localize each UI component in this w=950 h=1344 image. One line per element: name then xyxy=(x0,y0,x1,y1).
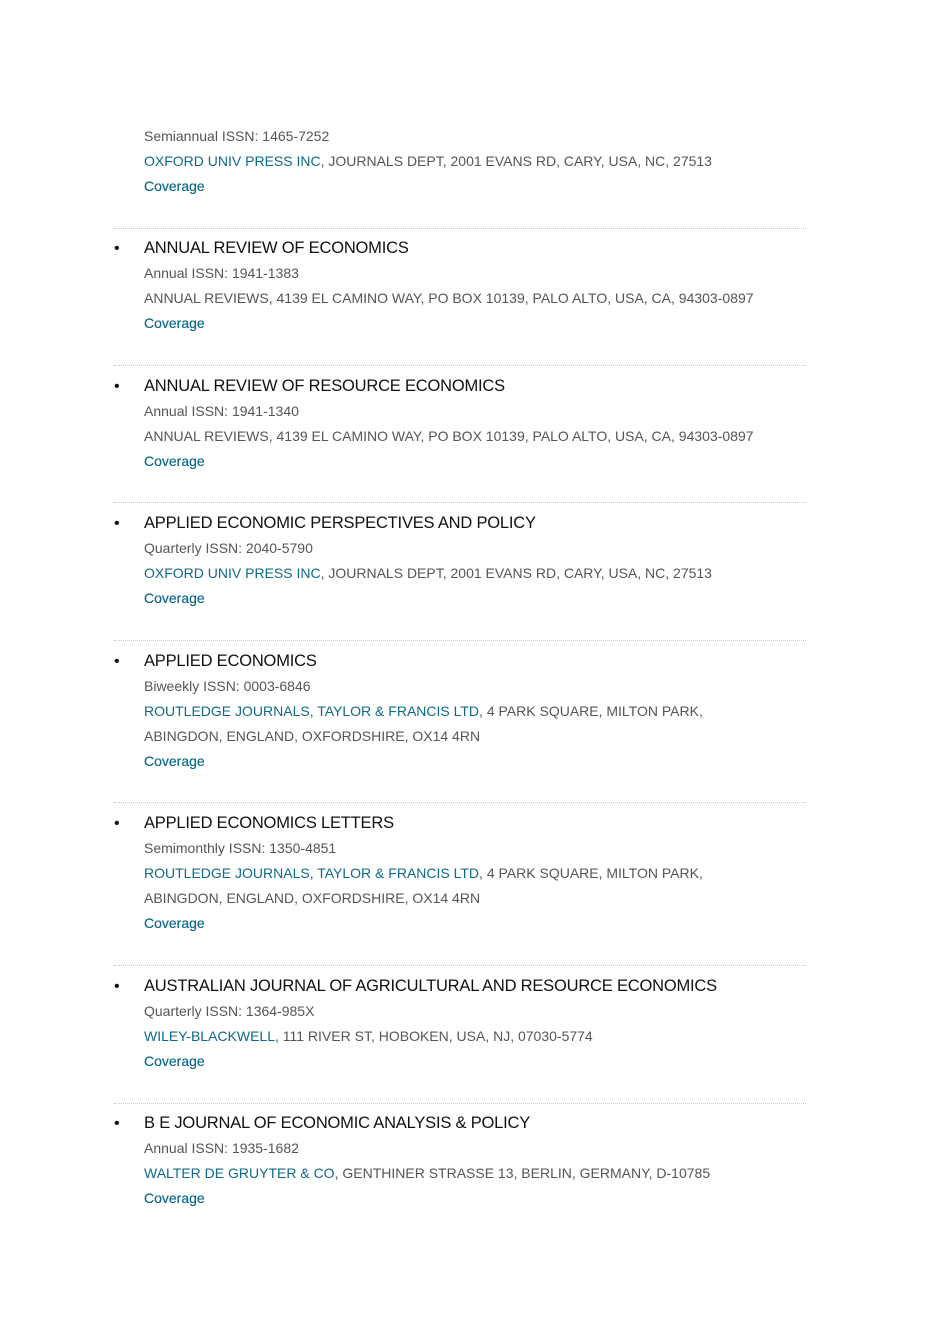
journal-entry-content xyxy=(144,811,806,936)
address-text: , 4 PARK SQUARE, MILTON PARK, xyxy=(479,703,703,719)
address-text: , JOURNALS DEPT, 2001 EVANS RD, CARY, USA, NC, 27513 xyxy=(320,153,712,169)
coverage-link[interactable]: Coverage xyxy=(144,753,205,769)
publisher-separator: , xyxy=(309,703,318,719)
coverage-link[interactable]: Coverage xyxy=(144,178,205,194)
journal-title: B E JOURNAL OF ECONOMIC ANALYSIS & POLICY xyxy=(144,1114,531,1132)
coverage-link[interactable]: Coverage xyxy=(144,453,205,469)
address-text: , 111 RIVER ST, HOBOKEN, USA, NJ, 07030-5774 xyxy=(274,1028,593,1044)
bullet-icon: • xyxy=(114,978,120,995)
coverage-link[interactable]: Coverage xyxy=(144,590,205,606)
publisher-address xyxy=(144,1161,806,1186)
journal-entry-content xyxy=(144,1111,806,1211)
bullet-icon: • xyxy=(114,1115,120,1132)
journal-title: ANNUAL REVIEW OF ECONOMICS xyxy=(144,239,409,257)
entry-divider xyxy=(114,965,806,966)
bullet-icon: • xyxy=(114,653,120,670)
publisher-address xyxy=(144,1024,806,1049)
address-continued: ABINGDON, ENGLAND, OXFORDSHIRE, OX14 4RN xyxy=(144,728,481,744)
address-text: , 4 PARK SQUARE, MILTON PARK, xyxy=(479,865,703,881)
frequency-issn: Quarterly ISSN: 2040-5790 xyxy=(144,540,313,556)
frequency-issn: Annual ISSN: 1941-1340 xyxy=(144,403,299,419)
publisher-address xyxy=(144,861,806,886)
address-continued: ABINGDON, ENGLAND, OXFORDSHIRE, OX14 4RN xyxy=(144,890,481,906)
frequency-issn: Annual ISSN: 1941-1383 xyxy=(144,265,299,281)
entry-divider xyxy=(114,228,806,229)
publisher-link[interactable]: OXFORD UNIV PRESS INC xyxy=(144,565,321,581)
entry-divider xyxy=(114,640,806,641)
publisher-link[interactable]: TAYLOR & FRANCIS LTD xyxy=(317,865,480,881)
journal-title: APPLIED ECONOMIC PERSPECTIVES AND POLICY xyxy=(144,514,536,532)
publisher-link[interactable]: WALTER DE GRUYTER & CO xyxy=(144,1165,335,1181)
publisher-link[interactable]: WILEY-BLACKWELL xyxy=(144,1028,275,1044)
coverage-link[interactable]: Coverage xyxy=(144,1190,205,1206)
journal-title: ANNUAL REVIEW OF RESOURCE ECONOMICS xyxy=(144,377,505,395)
journal-entry-content xyxy=(144,974,806,1074)
publisher-address: ANNUAL REVIEWS, 4139 EL CAMINO WAY, PO BOX 10139, PALO ALTO, USA, CA, 94303-0897 xyxy=(144,428,754,444)
entry-divider xyxy=(114,365,806,366)
publisher-address xyxy=(144,699,806,724)
frequency-issn: Quarterly ISSN: 1364-985X xyxy=(144,1003,315,1019)
bullet-icon: • xyxy=(114,378,120,395)
address-text: , JOURNALS DEPT, 2001 EVANS RD, CARY, USA, NC, 27513 xyxy=(320,565,712,581)
publisher-address: ANNUAL REVIEWS, 4139 EL CAMINO WAY, PO BOX 10139, PALO ALTO, USA, CA, 94303-0897 xyxy=(144,290,754,306)
journal-title: AUSTRALIAN JOURNAL OF AGRICULTURAL AND RESOURCE ECONOMICS xyxy=(144,977,717,995)
publisher-link[interactable]: ROUTLEDGE JOURNALS xyxy=(144,703,310,719)
entry-divider xyxy=(114,502,806,503)
publisher-address xyxy=(144,561,806,586)
journal-entry-content xyxy=(144,511,806,611)
publisher-link[interactable]: ROUTLEDGE JOURNALS xyxy=(144,865,310,881)
journal-entry-content xyxy=(144,649,806,774)
publisher-address xyxy=(144,149,806,174)
frequency-issn: Biweekly ISSN: 0003-6846 xyxy=(144,678,311,694)
bullet-icon: • xyxy=(114,515,120,532)
entry-divider xyxy=(114,802,806,803)
journal-entry-content xyxy=(144,374,806,474)
frequency-issn: Semimonthly ISSN: 1350-4851 xyxy=(144,840,337,856)
coverage-link[interactable]: Coverage xyxy=(144,315,205,331)
coverage-link[interactable]: Coverage xyxy=(144,1053,205,1069)
bullet-icon: • xyxy=(114,815,120,832)
journal-entry-content xyxy=(144,124,806,199)
publisher-separator: , xyxy=(309,865,318,881)
frequency-issn: Semiannual ISSN: 1465-7252 xyxy=(144,128,330,144)
publisher-link[interactable]: OXFORD UNIV PRESS INC xyxy=(144,153,321,169)
journal-title: APPLIED ECONOMICS LETTERS xyxy=(144,814,394,832)
frequency-issn: Annual ISSN: 1935-1682 xyxy=(144,1140,299,1156)
bullet-icon: • xyxy=(114,240,120,257)
entry-divider xyxy=(114,1103,806,1104)
journal-title: APPLIED ECONOMICS xyxy=(144,652,317,670)
journal-entry-content xyxy=(144,236,806,336)
address-text: , GENTHINER STRASSE 13, BERLIN, GERMANY, D-10785 xyxy=(334,1165,711,1181)
coverage-link[interactable]: Coverage xyxy=(144,915,205,931)
publisher-link[interactable]: TAYLOR & FRANCIS LTD xyxy=(317,703,480,719)
